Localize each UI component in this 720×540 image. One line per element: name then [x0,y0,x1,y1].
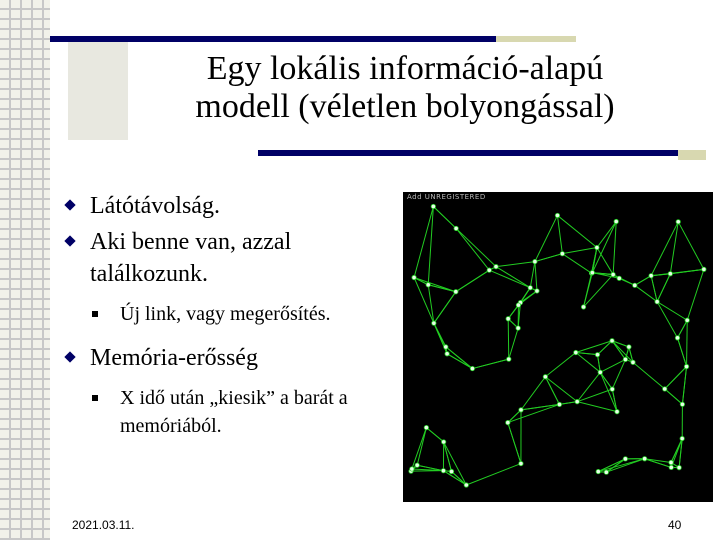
network-node [516,303,520,307]
network-edge [612,389,617,412]
network-node [431,204,435,208]
network-edge [545,377,559,405]
network-edge [665,389,683,404]
network-node [454,226,458,230]
network-edge [545,377,577,402]
network-edge [576,353,598,355]
diamond-bullet-icon [64,199,75,210]
network-node [454,290,458,294]
network-edge [613,222,616,275]
diamond-bullet-icon [64,235,75,246]
network-edge [414,278,456,292]
network-edge [456,270,489,292]
network-node [528,285,532,289]
network-node [680,402,684,406]
network-node [649,273,653,277]
network-edge [530,262,535,288]
network-edge [452,471,467,484]
network-edge [472,359,508,368]
footer-date: 2021.03.11. [72,518,135,532]
network-edge [426,428,443,442]
network-edge [496,262,535,267]
network-node [464,483,468,487]
network-node [445,352,449,356]
network-node [506,317,510,321]
network-node [676,220,680,224]
network-edge [535,262,537,291]
network-node [444,345,448,349]
network-node [598,370,602,374]
network-edge [509,328,518,359]
network-node [623,357,627,361]
network-node [680,436,684,440]
network-edge [562,248,597,254]
bullet-item [62,190,402,222]
network-edge [466,464,521,485]
title-bar-bottom [258,150,678,156]
network-edge [508,319,509,359]
slide-title-line-2: modell (véletlen bolyongással) [195,88,615,125]
network-node [623,457,627,461]
network-node [631,360,635,364]
network-node [519,408,523,412]
network-simulation-image [403,192,713,502]
network-edge [414,206,433,277]
network-node [470,366,474,370]
network-node [533,259,537,263]
network-node [507,357,511,361]
sub-bullet-text: Új link, vagy megerősítés. [120,303,331,325]
network-edge [444,442,452,472]
network-edge [645,459,671,463]
network-node [519,461,523,465]
title-bar-top-accent [496,36,576,42]
network-edge [559,402,577,405]
network-node [412,275,416,279]
network-node [685,318,689,322]
network-edge [678,222,704,270]
network-edge [657,274,670,302]
diamond-bullet-icon [64,351,75,362]
network-edge [521,404,559,409]
network-edge [434,292,456,323]
network-node [669,465,673,469]
sub-bullet-item [62,300,402,328]
network-edge [651,274,670,276]
network-edge [433,206,456,228]
network-edge [535,215,558,261]
network-node [441,468,445,472]
page-number: 40 [668,518,682,532]
network-edge [557,215,596,247]
network-edge [678,320,688,338]
network-edge [682,367,686,405]
network-edge [489,270,530,288]
network-edge [633,362,665,389]
network-node [663,387,667,391]
network-edge [557,215,562,253]
network-node [617,276,621,280]
network-node [494,264,498,268]
network-node [668,272,672,276]
bullet-item [62,342,402,374]
network-edge [417,428,426,466]
network-node [581,305,585,309]
network-node [596,469,600,473]
network-node [441,440,445,444]
square-bullet-icon [92,311,98,317]
network-edge [535,254,562,262]
network-node [615,409,619,413]
network-edge [612,359,625,389]
bullet-list [62,190,402,454]
network-edge [521,377,545,410]
network-edge [508,404,560,422]
network-edge [600,372,617,411]
network-node [535,289,539,293]
sub-bullet-text: X idő után „kiesik” a barát a memóriából. [120,387,348,437]
network-node [487,268,491,272]
network-node [627,345,631,349]
network-edge [670,269,704,273]
network-node [449,469,453,473]
network-node [424,425,428,429]
square-bullet-icon [92,395,98,401]
bullet-text: Aki benne van, azzal találkozunk. [90,229,292,287]
bullet-item [62,226,402,290]
network-edge [678,338,687,367]
network-edge [456,228,496,266]
network-edge [412,428,427,469]
sub-bullet-item [62,384,402,440]
network-node [684,364,688,368]
network-node [506,420,510,424]
network-edge [577,402,617,412]
network-edge [496,267,530,288]
network-node [557,402,561,406]
network-edge [645,459,672,468]
network-node [595,245,599,249]
network-edge [545,353,575,377]
network-edge [597,355,600,373]
network-node [415,463,419,467]
network-edge [597,222,616,248]
network-graph [403,192,713,502]
network-node [702,267,706,271]
network-node [574,350,578,354]
network-node [669,460,673,464]
network-node [611,272,615,276]
network-node [595,352,599,356]
network-node [575,399,579,403]
network-node [642,457,646,461]
title-bar-top [50,36,496,42]
network-node [604,470,608,474]
network-node [655,299,659,303]
network-node [516,326,520,330]
network-node [675,336,679,340]
network-edge [606,459,625,472]
network-edge [665,367,687,389]
network-node [432,321,436,325]
network-node [555,213,559,217]
network-edge [562,254,591,273]
network-node [677,465,681,469]
network-edge [456,228,489,270]
network-edge [597,248,613,275]
network-label: Add UNREGISTERED [407,193,486,201]
network-edge [434,323,446,347]
title-bar-bottom-accent [678,150,706,160]
slide-title [100,50,710,126]
network-node [543,375,547,379]
network-node [610,339,614,343]
network-edge [446,347,473,369]
network-edge [635,276,651,286]
left-grid-decoration [0,0,50,540]
network-edge [687,320,688,366]
bullet-text: Memória-erősség [90,345,258,371]
network-edge [508,423,521,464]
network-edge [428,206,433,284]
network-node [590,270,594,274]
slide-title-line-1: Egy lokális információ-alapú [206,50,604,87]
network-edge [657,302,677,338]
network-edge [687,269,704,320]
network-edge [600,359,625,372]
network-node [560,251,564,255]
network-node [633,283,637,287]
network-edge [447,354,472,369]
network-edge [576,341,612,353]
network-edge [444,442,467,485]
network-edge [657,302,687,321]
network-node [426,283,430,287]
network-node [610,387,614,391]
bullet-text: Látótávolság. [90,193,220,219]
network-node [614,219,618,223]
network-node [410,467,414,471]
